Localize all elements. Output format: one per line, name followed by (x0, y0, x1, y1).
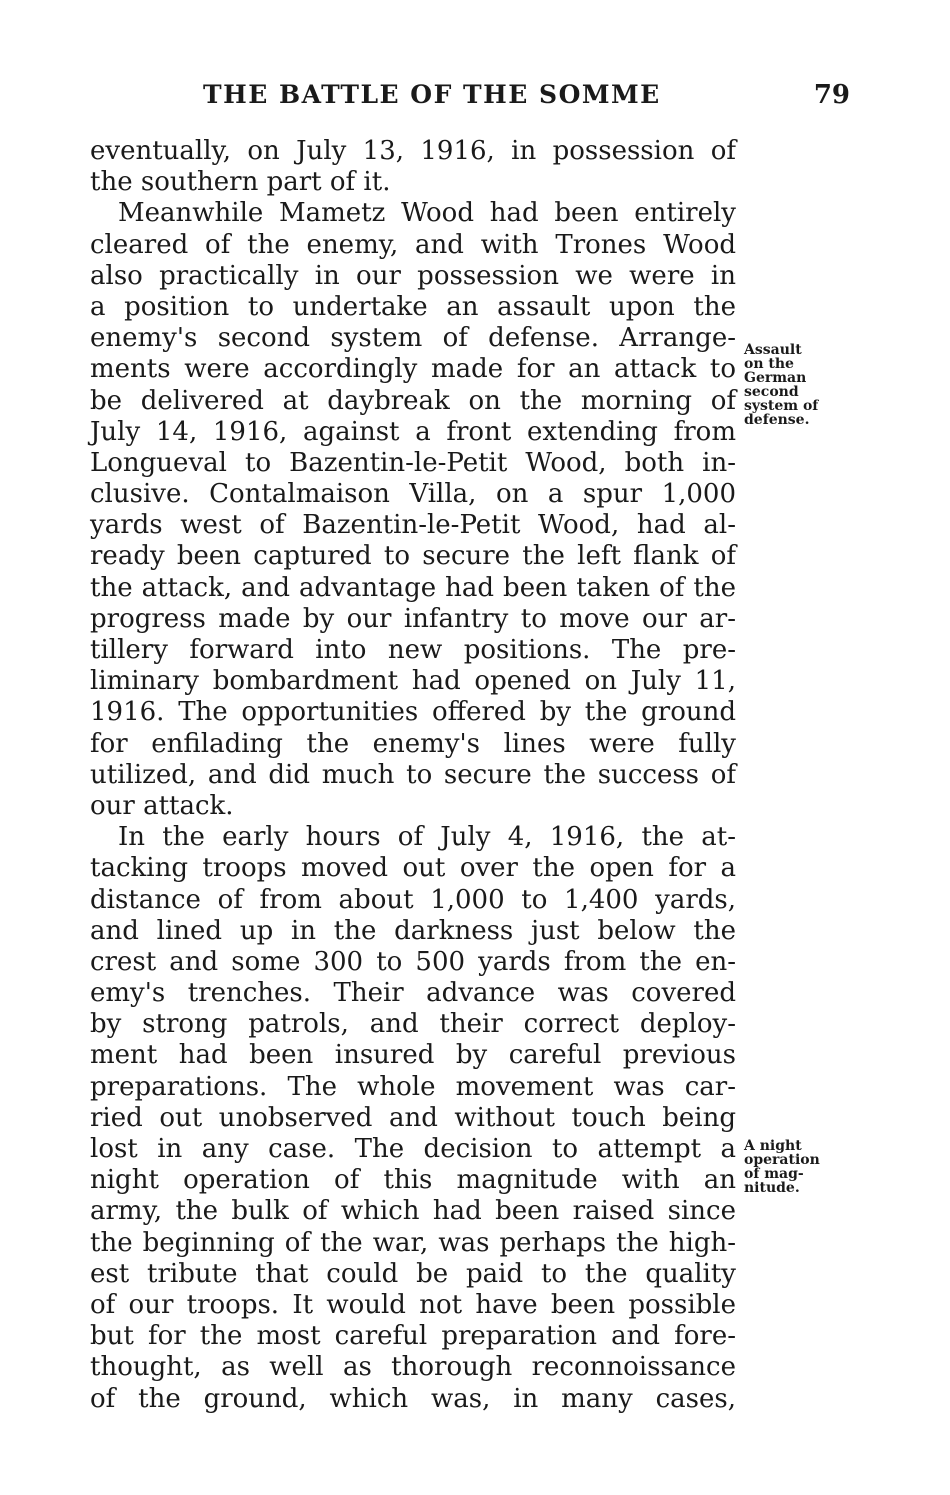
text-line: In the early hours of July 4, 1916, the at- (118, 822, 736, 853)
sidenote-line: A night (744, 1138, 802, 1154)
text-line: progress made by our infantry to move our ar- (90, 603, 736, 634)
text-line: ried out unobserved and without touch being (90, 1102, 736, 1133)
text-line: Meanwhile Mametz Wood had been entirely (118, 198, 736, 229)
text-line: emy's trenches. Their advance was covered (90, 978, 736, 1009)
text-line: ready been captured to secure the left flank of (90, 541, 736, 572)
text-line: by strong patrols, and their correct deploy- (90, 1009, 736, 1040)
sidenote-line: nitude. (744, 1180, 800, 1196)
text-line: 1916. The opportunities offered by the ground (90, 697, 736, 728)
text-line: ments were accordingly made for an attack to (90, 354, 736, 385)
sidenote-line: on the (744, 356, 794, 372)
sidenote-line: Assault (744, 342, 802, 358)
text-line: army, the bulk of which had been raised since (90, 1196, 736, 1227)
sidenote-line: of mag- (744, 1166, 804, 1182)
sidenote-line: second (744, 384, 799, 400)
text-line: distance of from about 1,000 to 1,400 yards, (90, 884, 736, 915)
text-line: also practically in our possession we were in (90, 260, 736, 291)
text-line: lost in any case. The decision to attempt a (90, 1134, 736, 1164)
text-line: be delivered at daybreak on the morning of (90, 385, 736, 416)
text-line: of our troops. It would not have been possible (90, 1289, 736, 1320)
text-line: tillery forward into new positions. The pre- (90, 635, 736, 665)
text-line: eventually, on July 13, 1916, in possession of (90, 136, 736, 166)
text-line: Longueval to Bazentin-le-Petit Wood, both in- (90, 447, 736, 478)
text-line: our attack. (90, 790, 234, 821)
text-line: the beginning of the war, was perhaps the high- (90, 1227, 736, 1258)
text-line: enemy's second system of defense. Arrange- (90, 323, 736, 354)
text-line: crest and some 300 to 500 yards from the en- (90, 946, 736, 977)
text-line: utilized, and did much to secure the success of (90, 759, 736, 790)
text-line: cleared of the enemy, and with Trones Wood (90, 229, 736, 260)
running-title: THE BATTLE OF THE SOMME (203, 80, 661, 109)
body-text (90, 136, 736, 1415)
sidenote-line: operation (744, 1152, 820, 1168)
text-line: but for the most careful preparation and fore- (90, 1321, 736, 1352)
text-line: liminary bombardment had opened on July 11, (90, 666, 736, 697)
text-line: July 14, 1916, against a front extending from (90, 416, 736, 447)
sidenote-line: defense. (744, 412, 810, 428)
text-line: ment had been insured by careful previous (90, 1040, 736, 1071)
text-line: of the ground, which was, in many cases, (90, 1383, 736, 1414)
text-line: preparations. The whole movement was car- (90, 1071, 736, 1102)
text-line: thought, as well as thorough reconnoissance (90, 1352, 736, 1383)
text-line: clusive. Contalmaison Villa, on a spur 1,000 (90, 479, 736, 510)
text-line: and lined up in the darkness just below the (90, 915, 736, 946)
text-line: yards west of Bazentin-le-Petit Wood, had al- (90, 510, 736, 541)
text-line: est tribute that could be paid to the quality (90, 1258, 736, 1289)
text-line: a position to undertake an assault upon the (90, 291, 736, 322)
sidenote-assault (744, 343, 844, 427)
text-line: tacking troops moved out over the open for a (90, 853, 736, 884)
sidenote-line: system of (744, 398, 819, 414)
text-line: night operation of this magnitude with an (90, 1165, 736, 1196)
text-line: the attack, and advantage had been taken of the (90, 572, 736, 603)
sidenote-night-operation (744, 1139, 844, 1195)
text-line: for enfilading the enemy's lines were fully (90, 728, 736, 759)
text-line: the southern part of it. (90, 167, 391, 198)
sidenote-line: German (744, 370, 807, 386)
page-number: 79 (813, 80, 850, 110)
running-head (88, 80, 850, 114)
